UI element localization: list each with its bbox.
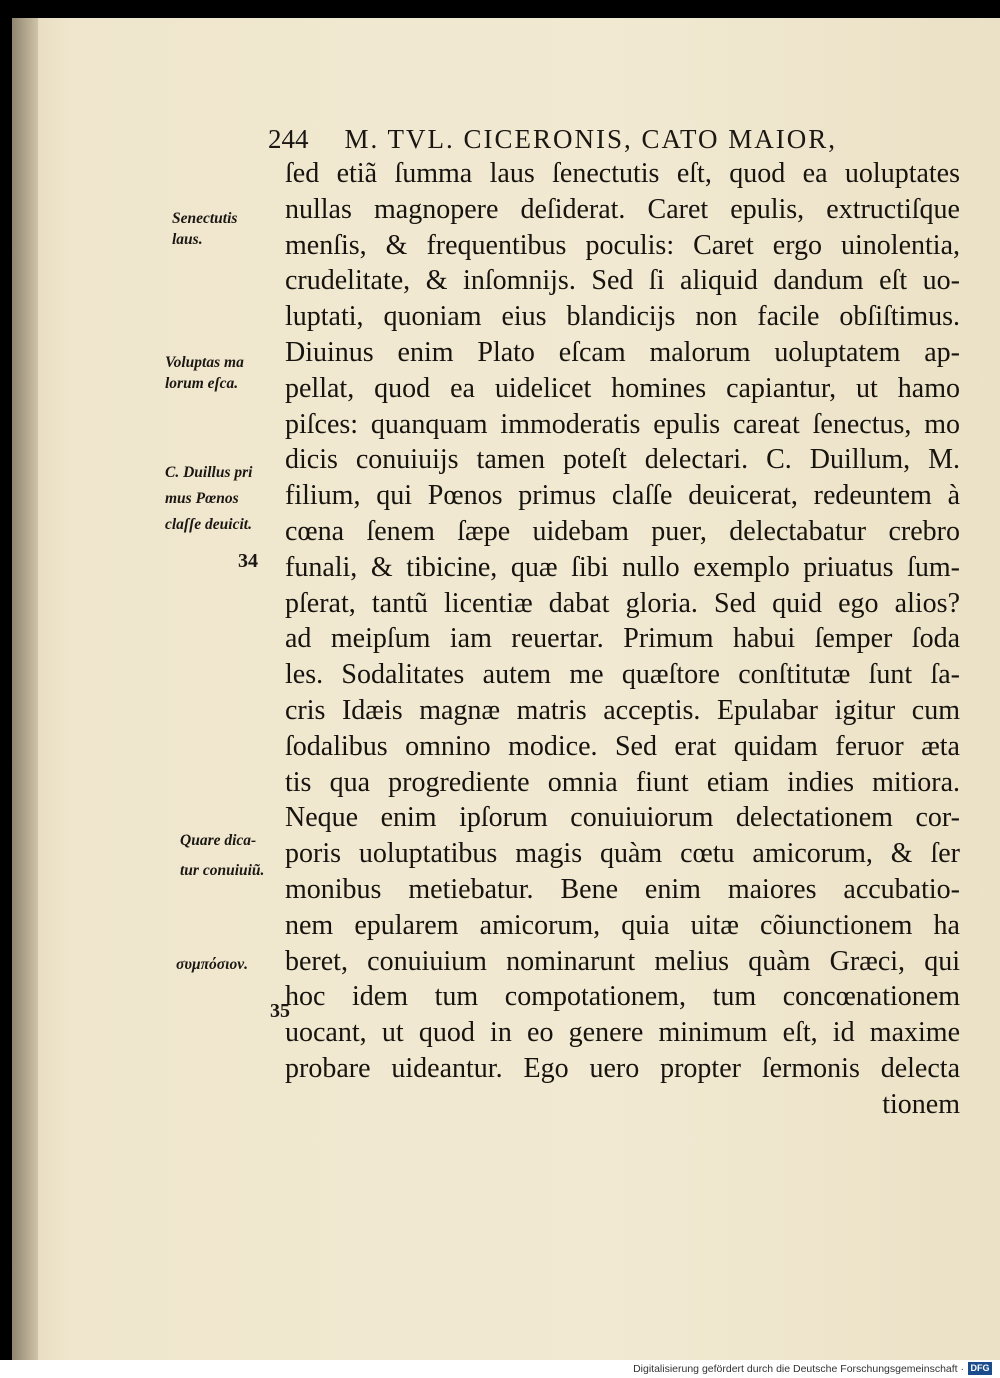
text-line: hoc idem tum compotationem, tum concœnationem (285, 981, 960, 1013)
text-line: piſces: quanquam immoderatis epulis careat ſenectus, mo (285, 408, 960, 440)
text-line: funali, & tibicine, quæ ſibi nullo exemplo priuatus ſum- (285, 551, 960, 583)
text-line: cris Idæis magnæ matris acceptis. Epulabar igitur cum (285, 694, 960, 726)
text-line: les. Sodalitates autem me quæſtore conſtitutæ ſunt ſa- (285, 659, 960, 691)
text-line: uocant, ut quod in eo genere minimum eſt, id maxime (285, 1017, 960, 1049)
margin-note (180, 826, 264, 886)
text-line: dicis conuiuijs tamen poteſt delectari. C. Duillum, M. (285, 444, 960, 476)
text-line: monibus metiebatur. Bene enim maiores accubatio- (285, 873, 960, 905)
margin-note-line: Senectutis (172, 210, 238, 227)
margin-note (172, 208, 237, 250)
text-line: menſis, & frequentibus poculis: Caret ergo uinolentia, (285, 229, 960, 261)
margin-note-line: mus Pœnos (165, 490, 239, 507)
text-line: pellat, quod ea uidelicet homines capiantur, ut hamo (285, 372, 960, 404)
dfg-logo: DFG (968, 1362, 992, 1375)
text-line: ad meipſum iam reuertar. Primum habui ſemper ſoda (285, 623, 960, 655)
margin-note-line: laus. (172, 231, 203, 248)
text-line: cœna ſenem ſæpe uidebam puer, delectabatur crebro (285, 515, 960, 547)
text-line: poris uoluptatibus magis quàm cœtu amicorum, & ſer (285, 838, 960, 870)
margin-note-line: lorum eſca. (165, 375, 239, 392)
text-line: pſerat, tantũ licentiæ dabat gloria. Sed quid ego alios? (285, 587, 960, 619)
section-number: 34 (238, 550, 258, 572)
text-line: Diuinus enim Plato eſcam malorum uoluptatem ap- (285, 336, 960, 368)
text-line: nullas magnopere deſiderat. Caret epulis, extructiſque (285, 193, 960, 225)
margin-note (165, 460, 252, 538)
body-text (285, 156, 960, 1123)
text-line: tis qua progrediente omnia fiunt etiam indies mitiora. (285, 766, 960, 798)
text-line: Neque enim ipſorum conuiuiorum delectationem cor- (285, 802, 960, 834)
page-number: 244 (268, 124, 309, 154)
margin-note (165, 352, 244, 394)
margin-note-line: Voluptas ma (165, 354, 244, 371)
text-line: tionem (882, 1088, 960, 1120)
margin-note-line: συμπόσιον. (176, 956, 248, 973)
running-title: M. TVL. CICERONIS, CATO MAIOR, (344, 124, 838, 154)
text-line: ſodalibus omnino modice. Sed erat quidam feruor æta (285, 730, 960, 762)
margin-note-line: claſſe deuicit. (165, 516, 252, 533)
margin-note-line: Quare dica- (180, 832, 257, 849)
section-number: 35 (270, 1000, 290, 1022)
margin-note (176, 954, 248, 975)
text-line: crudelitate, & inſomnijs. Sed ſi aliquid dandum eſt uo- (285, 265, 960, 297)
margin-note-line: tur conuiuiũ. (180, 862, 265, 879)
text-line: filium, qui Pœnos primus claſſe deuicerat, redeuntem à (285, 480, 960, 512)
page-gutter-edge (12, 18, 38, 1360)
text-line: nem epularem amicorum, quia uitæ cõiunctionem ha (285, 909, 960, 941)
footer-credit: Digitalisierung gefördert durch die Deutsche Forschungsgemeinschaft · (633, 1363, 964, 1375)
text-line: ſed etiã ſumma laus ſenectutis eſt, quod ea uoluptates (285, 158, 960, 189)
footer-bar (0, 1360, 1000, 1378)
running-header (268, 124, 948, 155)
margin-note-line: C. Duillus pri (165, 464, 253, 481)
text-line: luptati, quoniam eius blandicijs non facile obſiſtimus. (285, 301, 960, 333)
text-line: probare uideantur. Ego uero propter ſermonis delecta (285, 1052, 960, 1084)
text-line: beret, conuiuium nominarunt melius quàm Græci, qui (285, 945, 960, 977)
